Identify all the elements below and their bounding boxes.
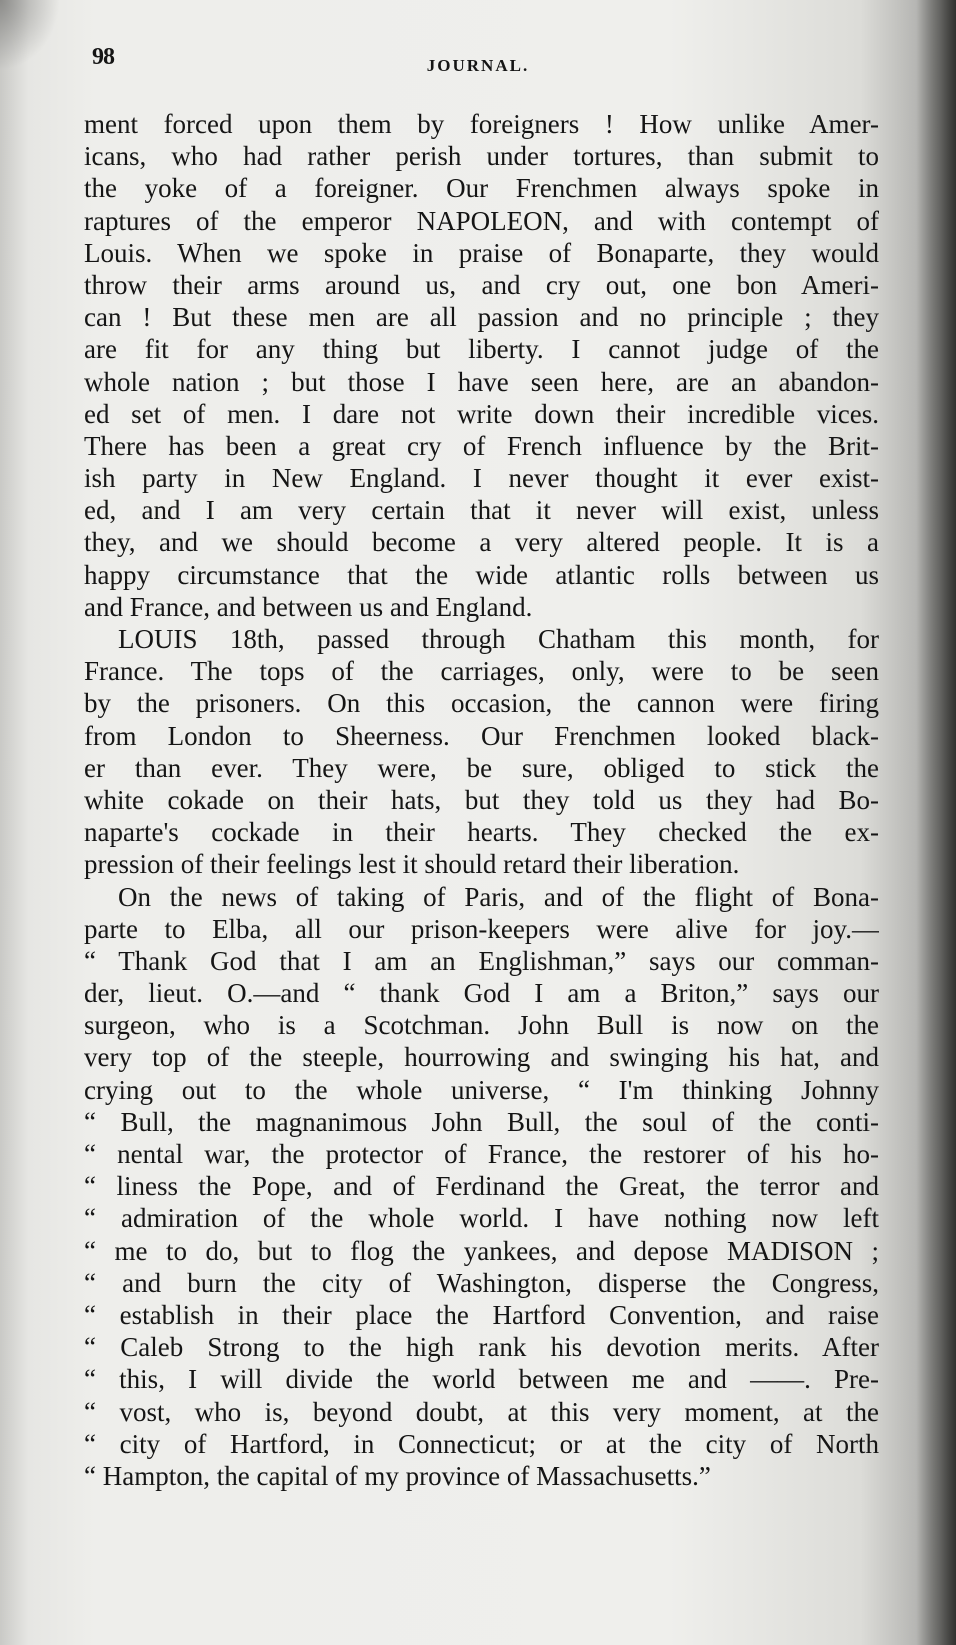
text-line: ish party in New England. I never thought it ever exist-: [84, 463, 879, 494]
text-line: happy circumstance that the wide atlantic rolls between us: [84, 559, 879, 590]
text-line: LOUIS 18th, passed through Chatham this month, for: [118, 624, 879, 654]
text-line: “ vost, who is, beyond doubt, at this very moment, at the: [84, 1396, 879, 1427]
text-line: “ and burn the city of Washington, disperse the Congress,: [84, 1267, 879, 1298]
text-line: der, lieut. O.—and “ thank God I am a Briton,” says our: [84, 978, 879, 1009]
page-number: 98: [92, 44, 114, 70]
text-line: “ nental war, the protector of France, the restorer of his ho-: [84, 1139, 879, 1169]
text-line: crying out to the whole universe, “ I'm thinking Johnny: [84, 1074, 879, 1105]
text-line: by the prisoners. On this occasion, the cannon were firing: [84, 688, 879, 719]
text-line: very top of the steeple, hourrowing and swinging his hat, and: [84, 1042, 879, 1073]
text-line: “ city of Hartford, in Connecticut; or at the city of North: [84, 1428, 879, 1459]
text-line: “ liness the Pope, and of Ferdinand the Great, the terror and: [84, 1171, 879, 1202]
text-line: throw their arms around us, and cry out, one bon Ameri-: [84, 269, 879, 300]
text-line: ment forced upon them by foreigners ! How unlike Amer-: [84, 109, 879, 139]
text-line: parte to Elba, all our prison-keepers were alive for joy.—: [84, 913, 879, 944]
text-line: whole nation ; but those I have seen here, are an abandon-: [84, 366, 879, 397]
text-line: There has been a great cry of French influence by the Brit-: [84, 430, 879, 461]
body-text: [84, 108, 879, 1492]
text-line: “ Hampton, the capital of my province of Massachusetts.”: [84, 1460, 711, 1491]
binding-shadow: [916, 0, 956, 1645]
text-line: icans, who had rather perish under tortures, than submit to: [84, 141, 879, 172]
text-line: white cokade on their hats, but they told us they had Bo-: [84, 784, 879, 815]
text-line: “ admiration of the whole world. I have nothing now left: [84, 1203, 879, 1234]
text-line: are fit for any thing but liberty. I cannot judge of the: [84, 334, 879, 365]
text-line: France. The tops of the carriages, only, were to be seen: [84, 656, 879, 687]
text-line: ed, and I am very certain that it never will exist, unless: [84, 495, 879, 526]
text-line: pression of their feelings lest it should retard their liberation.: [84, 849, 740, 880]
text-line: Louis. When we spoke in praise of Bonaparte, they would: [84, 237, 879, 268]
text-line: surgeon, who is a Scotchman. John Bull is now on the: [84, 1010, 879, 1041]
text-line: raptures of the emperor NAPOLEON, and with contempt of: [84, 205, 879, 236]
text-line: “ Caleb Strong to the high rank his devotion merits. After: [84, 1332, 879, 1363]
text-line: naparte's cockade in their hearts. They checked the ex-: [84, 817, 879, 848]
text-line: “ Thank God that I am an Englishman,” says our comman-: [84, 945, 879, 976]
text-line: “ Bull, the magnanimous John Bull, the soul of the conti-: [84, 1106, 879, 1137]
text-line: from London to Sheerness. Our Frenchmen looked black-: [84, 720, 879, 751]
running-head: JOURNAL.: [426, 56, 530, 75]
text-line: er than ever. They were, be sure, obliged to stick the: [84, 752, 879, 783]
text-line: “ me to do, but to flog the yankees, and depose MADISON ;: [84, 1235, 879, 1266]
text-line: they, and we should become a very altered people. It is a: [84, 527, 879, 558]
text-line: “ this, I will divide the world between me and ——. Pre-: [84, 1364, 879, 1395]
text-line: and France, and between us and England.: [84, 591, 533, 622]
text-line: the yoke of a foreigner. Our Frenchmen always spoke in: [84, 173, 879, 204]
text-line: can ! But these men are all passion and no principle ; they: [84, 302, 879, 333]
text-line: “ establish in their place the Hartford Convention, and raise: [84, 1299, 879, 1330]
text-line: On the news of taking of Paris, and of the flight of Bona-: [118, 881, 879, 912]
text-line: ed set of men. I dare not write down their incredible vices.: [84, 398, 879, 429]
